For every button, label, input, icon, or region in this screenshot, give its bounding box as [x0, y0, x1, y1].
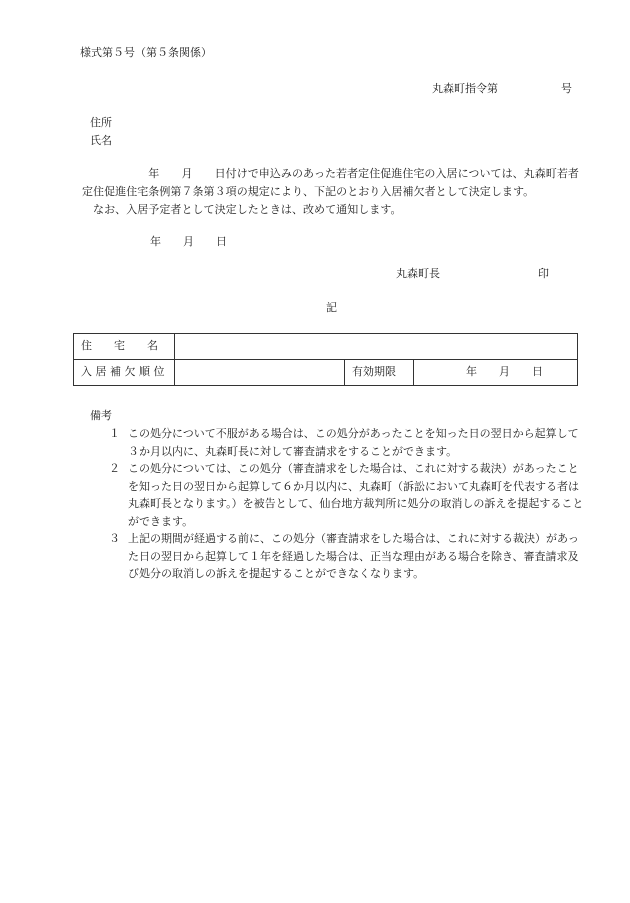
- remark-item: [90, 530, 585, 583]
- ki-heading: 記: [326, 301, 337, 314]
- table-row: [74, 334, 578, 360]
- housing-info-table: [73, 333, 578, 386]
- name-label: 氏名: [90, 134, 112, 147]
- remark-text: 上記の期間が経過する前に、この処分（審査請求をした場合は、これに対する裁決）があった日の翌日から起算して１年を経過した場合は、正当な理由がある場合を除き、審査請求及び処分の取消しの訴えを提起することができなくなります。: [128, 532, 579, 580]
- notice-date: 年 月 日: [150, 235, 227, 248]
- seal-mark: 印: [538, 267, 549, 280]
- address-label: 住所: [90, 116, 112, 129]
- remark-text: この処分について不服がある場合は、この処分があったことを知った日の翌日から起算して３か月以内に、丸森町長に対して審査請求をすることができます。: [128, 427, 579, 458]
- mayor-label: 丸森町長: [396, 267, 440, 280]
- housing-name-field[interactable]: [175, 334, 578, 360]
- validity-label: 有効期限: [345, 360, 414, 386]
- remarks-title: 備考: [90, 409, 112, 422]
- housing-name-label: 住 宅 名: [74, 334, 175, 360]
- waitlist-order-field[interactable]: [175, 360, 345, 386]
- directive-number-label: 丸森町指令第: [432, 82, 498, 95]
- directive-number-suffix: 号: [561, 82, 572, 95]
- remark-item: [90, 460, 585, 530]
- remark-text: この処分については、この処分（審査請求をした場合は、これに対する裁決）があったことを知った日の翌日から起算して６か月以内に、丸森町（訴訟において丸森町を代表する者は丸森町長となります。）を被告として、仙台地方裁判所に処分の取消しの訴えを提起することができます。: [128, 462, 584, 528]
- body-paragraph-1: 年 月 日付けで申込みのあった若者定住促進住宅の入居については、丸森町若者定住促進住宅条例第７条第３項の規定により、下記のとおり入居補欠者として決定します。: [82, 167, 579, 198]
- table-row: [74, 360, 578, 386]
- remark-number: ２: [109, 462, 120, 475]
- form-title: 様式第５号（第５条関係）: [80, 46, 212, 59]
- remark-number: ３: [109, 532, 120, 545]
- remarks-section: [90, 407, 585, 583]
- validity-date[interactable]: 年 月 日: [414, 360, 578, 386]
- remark-item: [90, 425, 585, 460]
- remark-number: １: [109, 427, 120, 440]
- body-paragraph-2: なお、入居予定者として決定したときは、改めて通知します。: [82, 203, 402, 216]
- waitlist-order-label: 入 居 補 欠 順 位: [74, 360, 175, 386]
